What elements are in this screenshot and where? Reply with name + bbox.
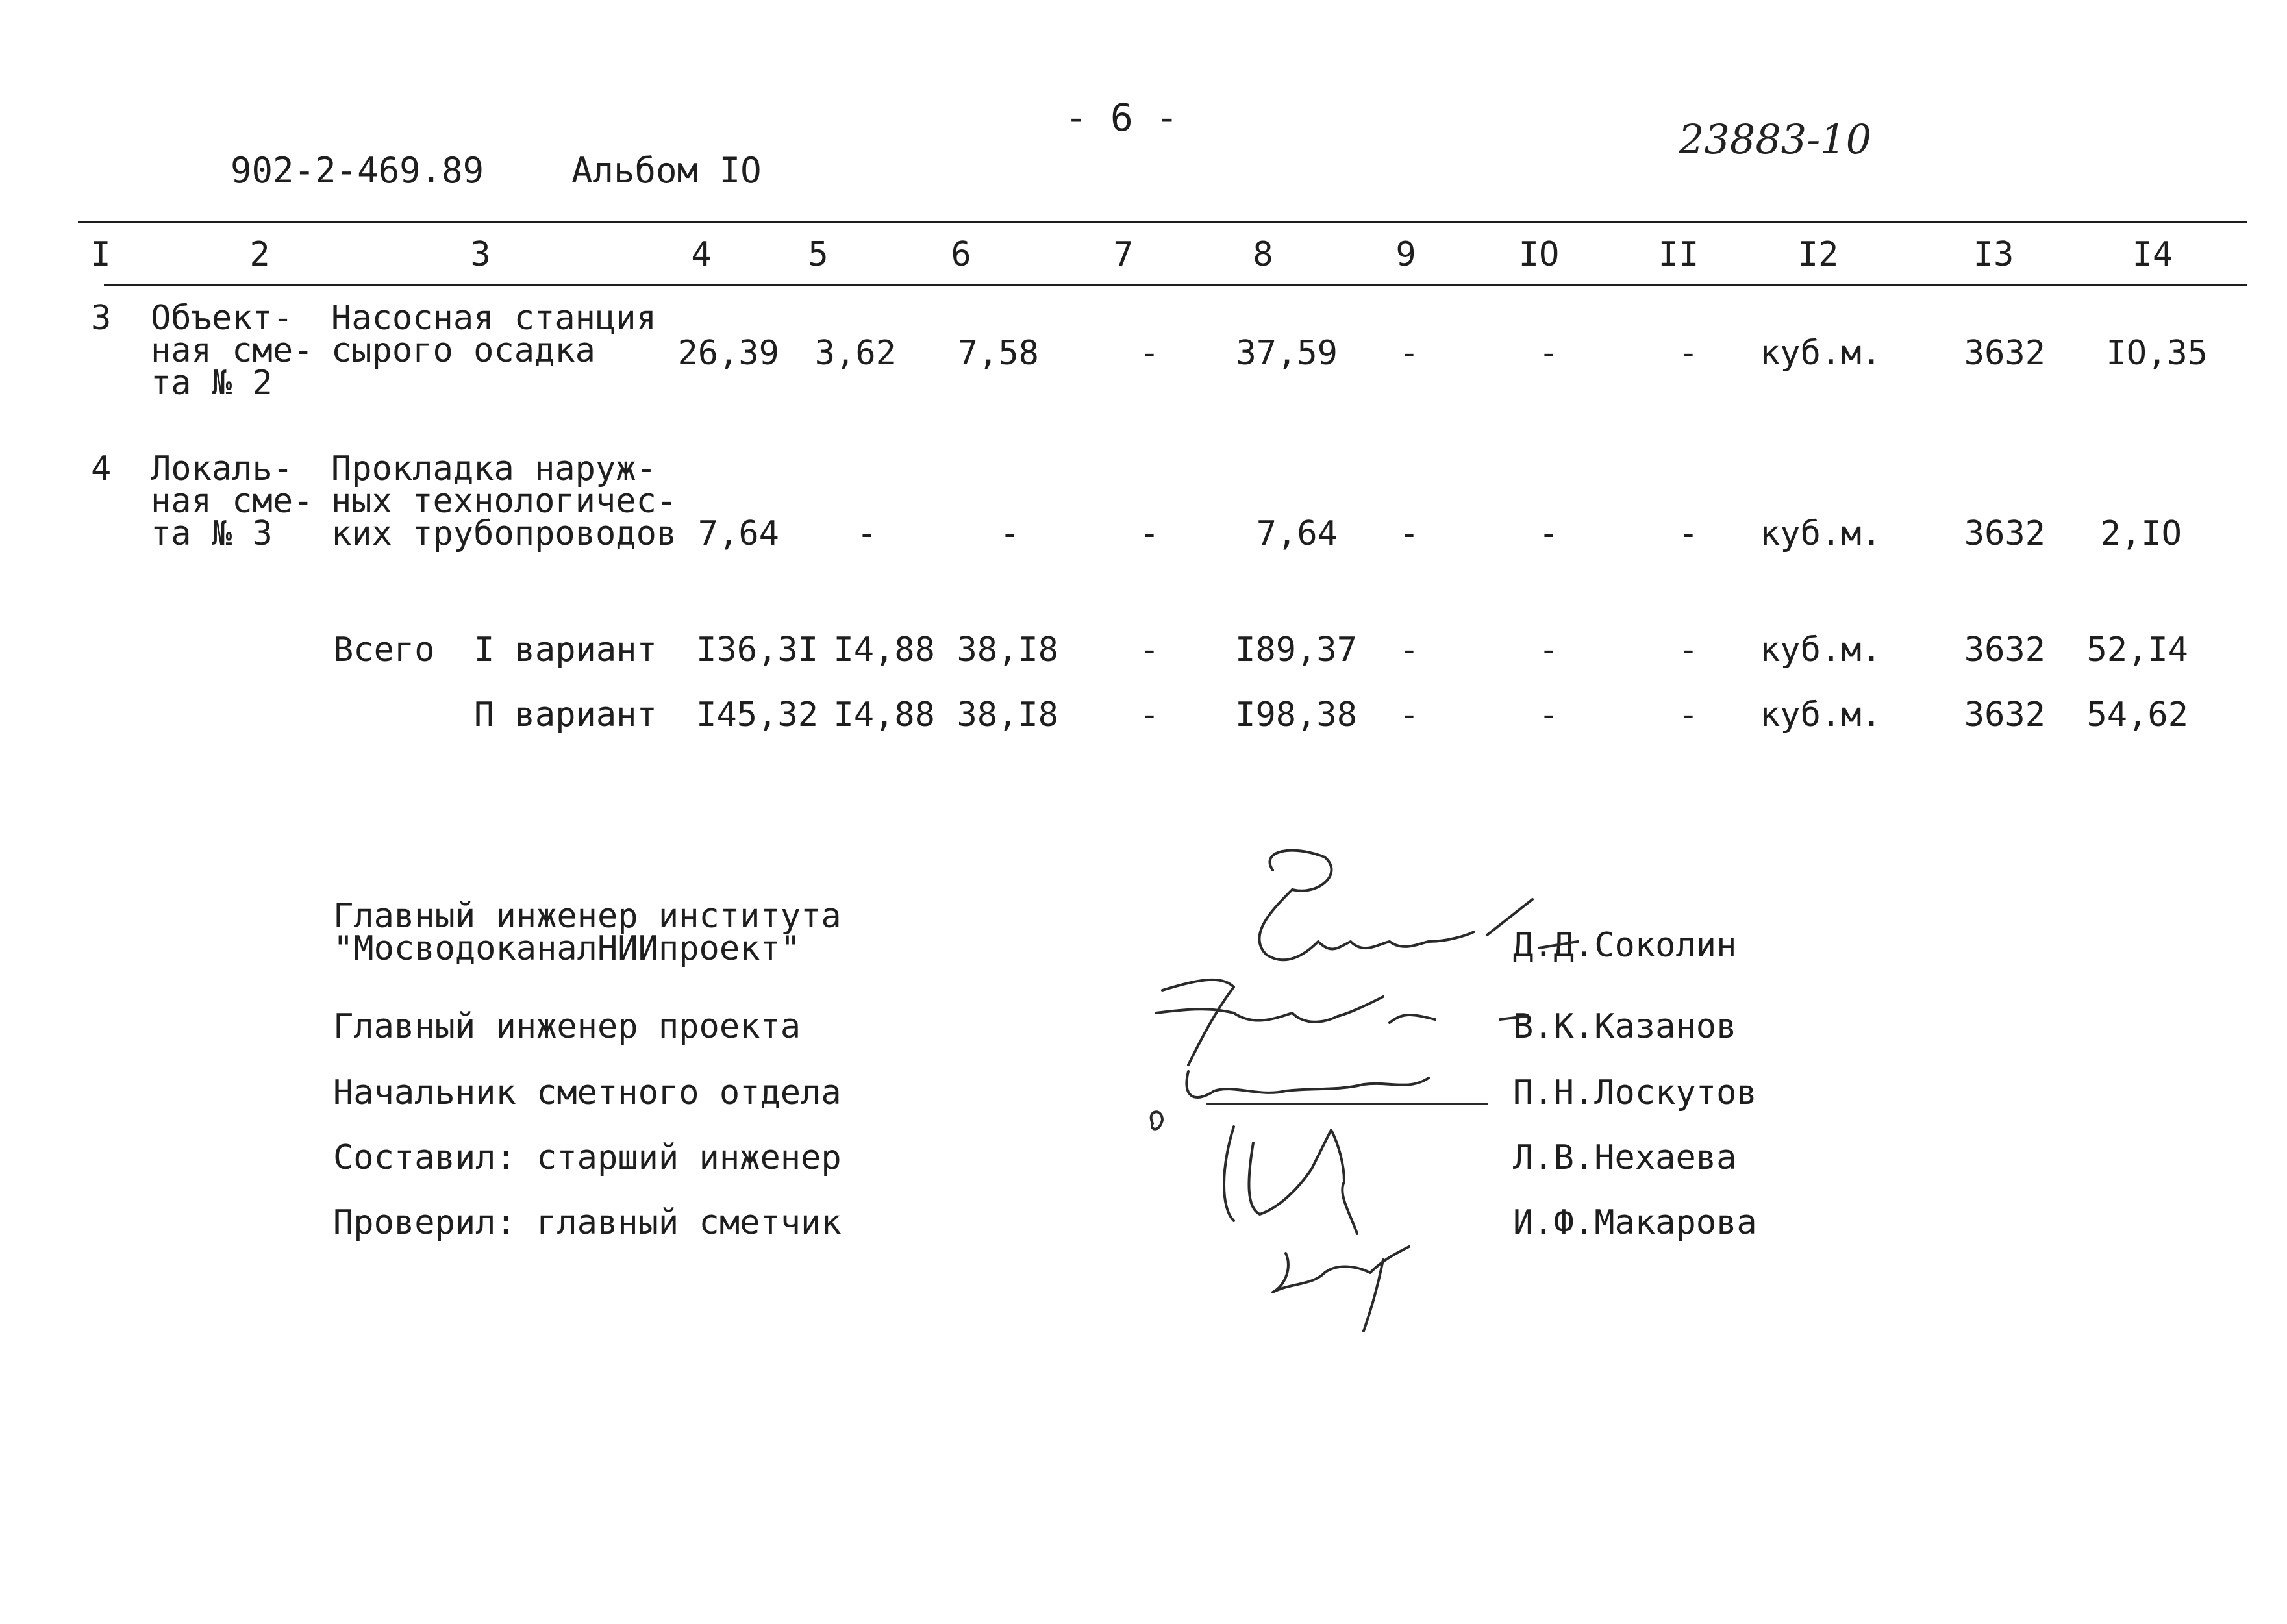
cell: - (1399, 631, 1419, 669)
row-number: 4 (91, 449, 112, 488)
cell: I4,88 (833, 695, 935, 734)
totals-label: Всего (333, 631, 435, 669)
cell: - (1399, 695, 1419, 734)
page-number: - 6 - (1065, 95, 1179, 140)
cell: 7,64 (697, 514, 779, 553)
cell: 2,IO (2100, 514, 2182, 553)
cell: I4,88 (833, 631, 935, 669)
cell: 38,I8 (956, 695, 1058, 734)
cell: 3632 (1964, 695, 2045, 734)
estimate-type: ная сме- (151, 482, 314, 521)
variant-name: П вариант (474, 695, 657, 734)
cell: - (1139, 334, 1160, 373)
object-name: ких трубопроводов (331, 514, 677, 553)
column-header: 8 (1253, 235, 1273, 274)
cell: 3632 (1964, 334, 2045, 373)
album-label: Альбом IO (571, 150, 762, 191)
estimate-type: Объект- (151, 299, 294, 338)
signatory-name: В.К.Казанов (1513, 1007, 1737, 1046)
cell: - (1678, 514, 1699, 553)
signature-2 (1156, 980, 1383, 1065)
column-header: I (90, 235, 111, 274)
cell: - (1678, 695, 1699, 734)
cell: 3,62 (814, 334, 896, 373)
signature-4 (1224, 1127, 1357, 1234)
column-header: II (1658, 235, 1699, 274)
signature-5 (1273, 1247, 1409, 1331)
column-header: 2 (249, 235, 270, 274)
column-header: 6 (951, 235, 971, 274)
column-header: 7 (1113, 235, 1134, 274)
column-header: 3 (470, 235, 491, 274)
cell: 54,62 (2086, 695, 2188, 734)
signature-3 (1151, 1071, 1487, 1129)
cell: куб.м. (1760, 631, 1882, 669)
variant-name: I вариант (474, 631, 657, 669)
object-name: ных технологичес- (331, 482, 677, 521)
column-header: 5 (808, 235, 829, 274)
object-name: Насосная станция (331, 299, 656, 338)
column-header: I4 (2132, 235, 2173, 274)
row-number: 3 (91, 299, 112, 338)
object-name: Прокладка наруж- (331, 449, 656, 488)
cell: куб.м. (1760, 514, 1882, 553)
cell: I36,3I (696, 631, 818, 669)
cell: - (1399, 334, 1419, 373)
document-code: 902-2-469.89 (231, 150, 484, 191)
column-header: I2 (1797, 235, 1839, 274)
signature-1 (1259, 851, 1474, 960)
signatory-name: Л.В.Нехаева (1513, 1138, 1737, 1177)
column-header: 4 (691, 235, 712, 274)
cell: - (1538, 334, 1559, 373)
signatory-role: Составил: старший инженер (333, 1138, 842, 1177)
column-header: IO (1518, 235, 1560, 274)
cell: - (999, 514, 1020, 553)
column-header: I3 (1973, 235, 2014, 274)
cell: - (1538, 695, 1559, 734)
estimate-type: та № 2 (151, 364, 273, 403)
cell: IO,35 (2106, 334, 2208, 373)
cell: - (1139, 695, 1160, 734)
signatory-role: Начальник сметного отдела (333, 1073, 842, 1112)
cell: - (1538, 514, 1559, 553)
estimate-type: та № 3 (151, 514, 273, 553)
cell: 3632 (1964, 631, 2045, 669)
cell: - (1139, 514, 1160, 553)
cell: I98,38 (1235, 695, 1357, 734)
cell: 7,58 (957, 334, 1039, 373)
cell: - (1139, 631, 1160, 669)
signatory-role: "МосводоканалНИИпроект" (333, 929, 801, 968)
cell: 3632 (1964, 514, 2045, 553)
cell: куб.м. (1760, 334, 1882, 373)
cell: 7,64 (1256, 514, 1338, 553)
cell: I45,32 (696, 695, 818, 734)
signatory-name: П.Н.Лоскутов (1513, 1073, 1757, 1112)
signatory-role: Главный инженер института (333, 897, 842, 936)
signatory-role: Главный инженер проекта (333, 1007, 801, 1046)
estimate-type: Локаль- (151, 449, 294, 488)
signatory-name: Д.Д.Соколин (1513, 926, 1737, 965)
cell: - (1538, 631, 1559, 669)
signatory-name: И.Ф.Макарова (1513, 1203, 1757, 1242)
cell: куб.м. (1760, 695, 1882, 734)
cell: I89,37 (1235, 631, 1357, 669)
cell: - (856, 514, 877, 553)
cell: - (1399, 514, 1419, 553)
inventory-number: 23883-10 (1679, 116, 1872, 163)
cell: 52,I4 (2086, 631, 2188, 669)
cell: 38,I8 (956, 631, 1058, 669)
cell: - (1678, 334, 1699, 373)
cell: 26,39 (677, 334, 779, 373)
cell: 37,59 (1236, 334, 1338, 373)
signatory-role: Проверил: главный сметчик (333, 1203, 842, 1242)
cell: - (1678, 631, 1699, 669)
column-header: 9 (1395, 235, 1416, 274)
estimate-type: ная сме- (151, 331, 314, 370)
object-name: сырого осадка (331, 331, 595, 370)
